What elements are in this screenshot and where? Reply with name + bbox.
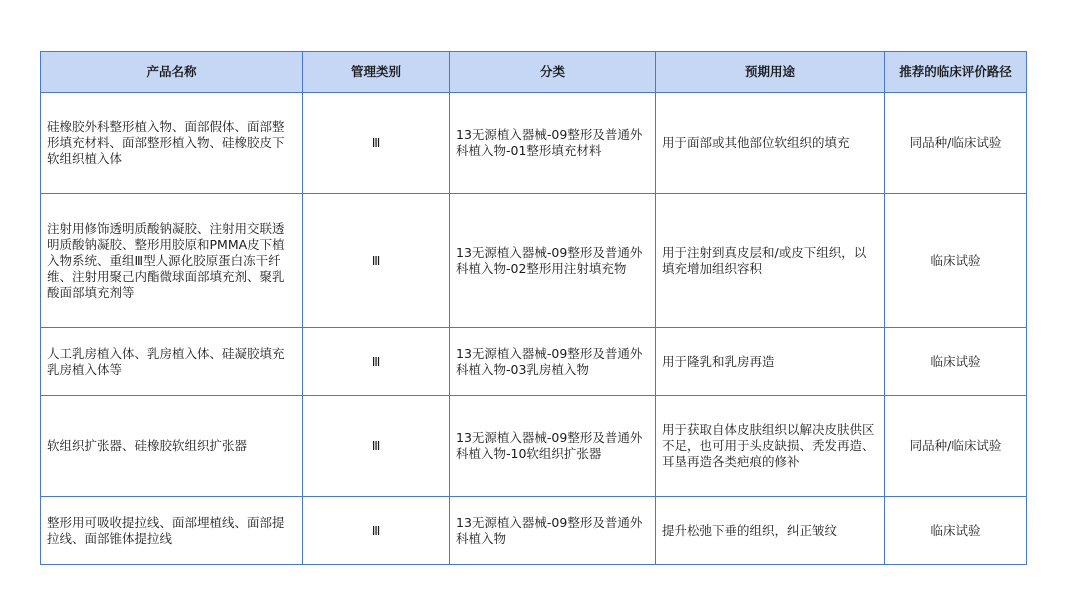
header-clinical-path: 推荐的临床评价路径 bbox=[885, 52, 1027, 93]
cell-clinical-path: 临床试验 bbox=[885, 328, 1027, 396]
cell-intended-use: 用于获取自体皮肤组织以解决皮肤供区不足，也可用于头皮缺损、秃发再造、耳垦再造各类疤痕的修补 bbox=[656, 396, 885, 497]
table-row bbox=[41, 194, 1027, 328]
table-row bbox=[41, 396, 1027, 497]
cell-management-class: Ⅲ bbox=[303, 194, 450, 328]
cell-product-name: 硅橡胶外科整形植入物、面部假体、面部整形填充材料、面部整形植入物、硅橡胶皮下软组织植入体 bbox=[41, 93, 303, 194]
cell-management-class: Ⅲ bbox=[303, 93, 450, 194]
cell-intended-use: 提升松弛下垂的组织，纠正皱纹 bbox=[656, 497, 885, 565]
cell-category: 13无源植入器械-09整形及普通外科植入物-03乳房植入物 bbox=[450, 328, 656, 396]
cell-product-name: 软组织扩张器、硅橡胶软组织扩张器 bbox=[41, 396, 303, 497]
cell-category: 13无源植入器械-09整形及普通外科植入物-10软组织扩张器 bbox=[450, 396, 656, 497]
cell-intended-use: 用于隆乳和乳房再造 bbox=[656, 328, 885, 396]
cell-clinical-path: 同品种/临床试验 bbox=[885, 93, 1027, 194]
cell-management-class: Ⅲ bbox=[303, 497, 450, 565]
table-row bbox=[41, 497, 1027, 565]
header-intended-use: 预期用途 bbox=[656, 52, 885, 93]
cell-management-class: Ⅲ bbox=[303, 396, 450, 497]
header-product-name: 产品名称 bbox=[41, 52, 303, 93]
header-management-class: 管理类别 bbox=[303, 52, 450, 93]
cell-clinical-path: 同品种/临床试验 bbox=[885, 396, 1027, 497]
header-category: 分类 bbox=[450, 52, 656, 93]
cell-management-class: Ⅲ bbox=[303, 328, 450, 396]
cell-product-name: 人工乳房植入体、乳房植入体、硅凝胶填充乳房植入体等 bbox=[41, 328, 303, 396]
table-container bbox=[40, 51, 1026, 565]
cell-product-name: 注射用修饰透明质酸钠凝胶、注射用交联透明质酸钠凝胶、整形用胶原和PMMA皮下植入物系统、重组Ⅲ型人源化胶原蛋白冻干纤维、注射用聚己内酯微球面部填充剂、聚乳酸面部填充剂等 bbox=[41, 194, 303, 328]
table-row bbox=[41, 328, 1027, 396]
cell-intended-use: 用于注射到真皮层和/或皮下组织，以填充增加组织容积 bbox=[656, 194, 885, 328]
product-classification-table bbox=[40, 51, 1027, 565]
cell-clinical-path: 临床试验 bbox=[885, 194, 1027, 328]
cell-category: 13无源植入器械-09整形及普通外科植入物-02整形用注射填充物 bbox=[450, 194, 656, 328]
cell-product-name: 整形用可吸收提拉线、面部埋植线、面部提拉线、面部锥体提拉线 bbox=[41, 497, 303, 565]
cell-category: 13无源植入器械-09整形及普通外科植入物-01整形填充材料 bbox=[450, 93, 656, 194]
table-header-row bbox=[41, 52, 1027, 93]
cell-clinical-path: 临床试验 bbox=[885, 497, 1027, 565]
cell-intended-use: 用于面部或其他部位软组织的填充 bbox=[656, 93, 885, 194]
cell-category: 13无源植入器械-09整形及普通外科植入物 bbox=[450, 497, 656, 565]
table-row bbox=[41, 93, 1027, 194]
